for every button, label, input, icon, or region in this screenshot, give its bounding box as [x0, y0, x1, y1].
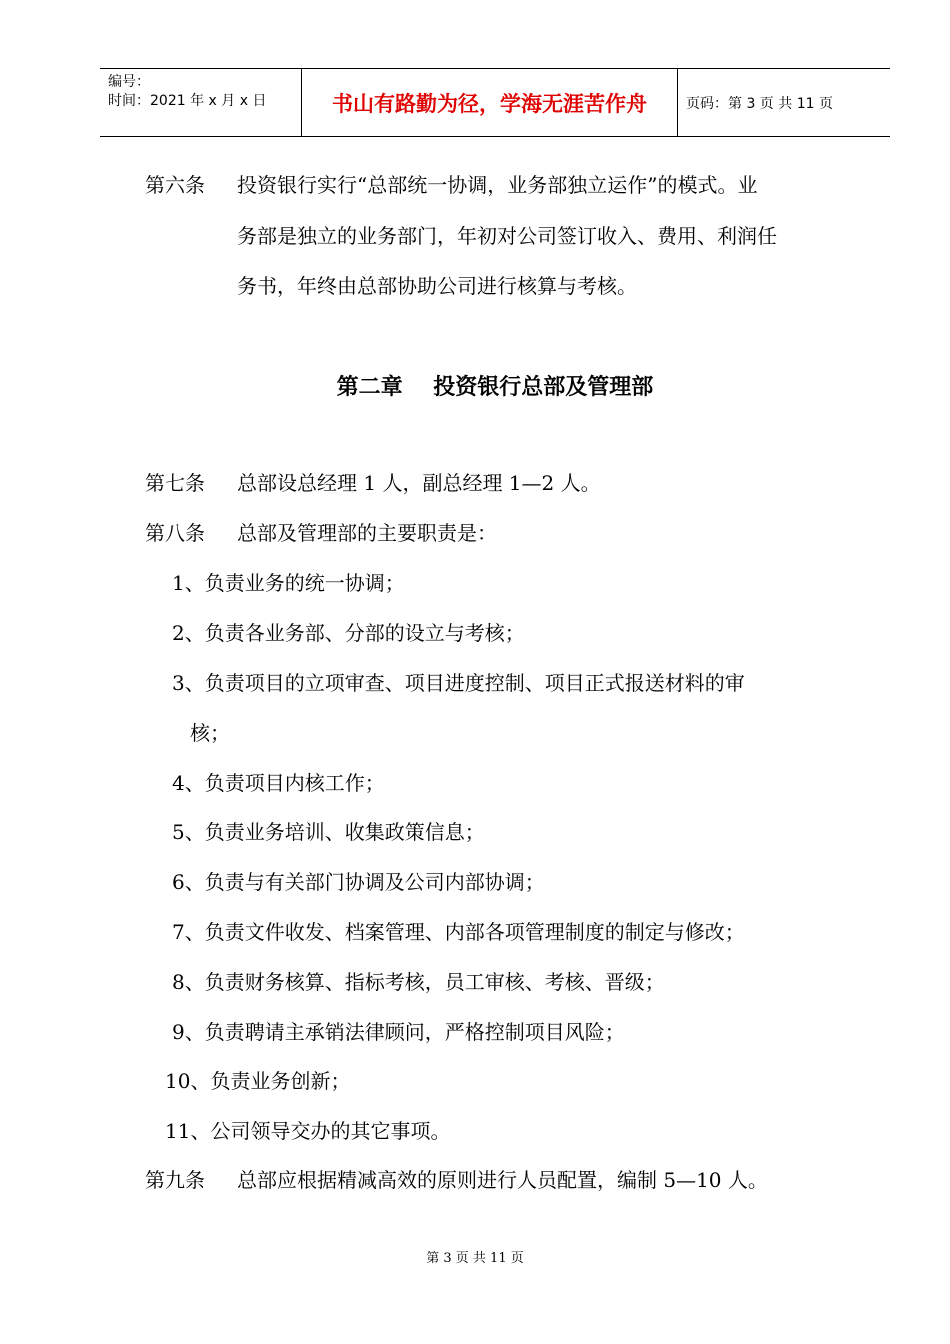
article-6-label: 第六条 [145, 173, 205, 197]
list-item: 7、负责文件收发、档案管理、内部各项管理制度的制定与修改； [172, 920, 745, 944]
header-meta [100, 69, 302, 136]
list-item: 6、负责与有关部门协调及公司内部协调； [172, 870, 545, 894]
article-7-text: 总部设总经理 1 人，副总经理 1—2 人。 [237, 471, 601, 495]
list-item: 8、负责财务核算、指标考核，员工审核、考核、晋级； [172, 970, 665, 994]
article-6-line-1: 投资银行实行“总部统一协调，业务部独立运作”的模式。业 [237, 173, 758, 197]
header-motto: 书山有路勤为径，学海无涯苦作舟 [302, 69, 678, 136]
header-number-label: 编号： [108, 74, 150, 90]
header-time-label: 时间：2021 年 x 月 x 日 [108, 93, 267, 109]
page-footer: 第 3 页 共 11 页 [426, 1251, 524, 1266]
list-item: 3、负责项目的立项审查、项目进度控制、项目正式报送材料的审 [172, 671, 745, 695]
page-header [100, 68, 890, 137]
chapter-title: 第二章 投资银行总部及管理部 [336, 375, 654, 400]
list-item: 10、负责业务创新； [165, 1069, 351, 1093]
article-8-label: 第八条 [145, 521, 205, 545]
list-item: 2、负责各业务部、分部的设立与考核； [172, 621, 525, 645]
list-item: 核； [190, 721, 230, 745]
list-item: 9、负责聘请主承销法律顾问，严格控制项目风险； [172, 1020, 625, 1044]
article-6-line-2: 务部是独立的业务部门，年初对公司签订收入、费用、利润任 [237, 224, 777, 248]
article-6-line-3: 务书，年终由总部协助公司进行核算与考核。 [237, 274, 637, 298]
article-9-label: 第九条 [145, 1168, 205, 1192]
list-item: 1、负责业务的统一协调； [172, 571, 405, 595]
article-8-text: 总部及管理部的主要职责是： [237, 521, 497, 545]
article-9-text: 总部应根据精减高效的原则进行人员配置，编制 5—10 人。 [237, 1168, 768, 1192]
list-item: 4、负责项目内核工作； [172, 771, 385, 795]
list-item: 5、负责业务培训、收集政策信息； [172, 820, 485, 844]
header-page-info: 页码：第 3 页 共 11 页 [686, 95, 833, 112]
article-7-label: 第七条 [145, 471, 205, 495]
list-item: 11、公司领导交办的其它事项。 [165, 1119, 451, 1143]
